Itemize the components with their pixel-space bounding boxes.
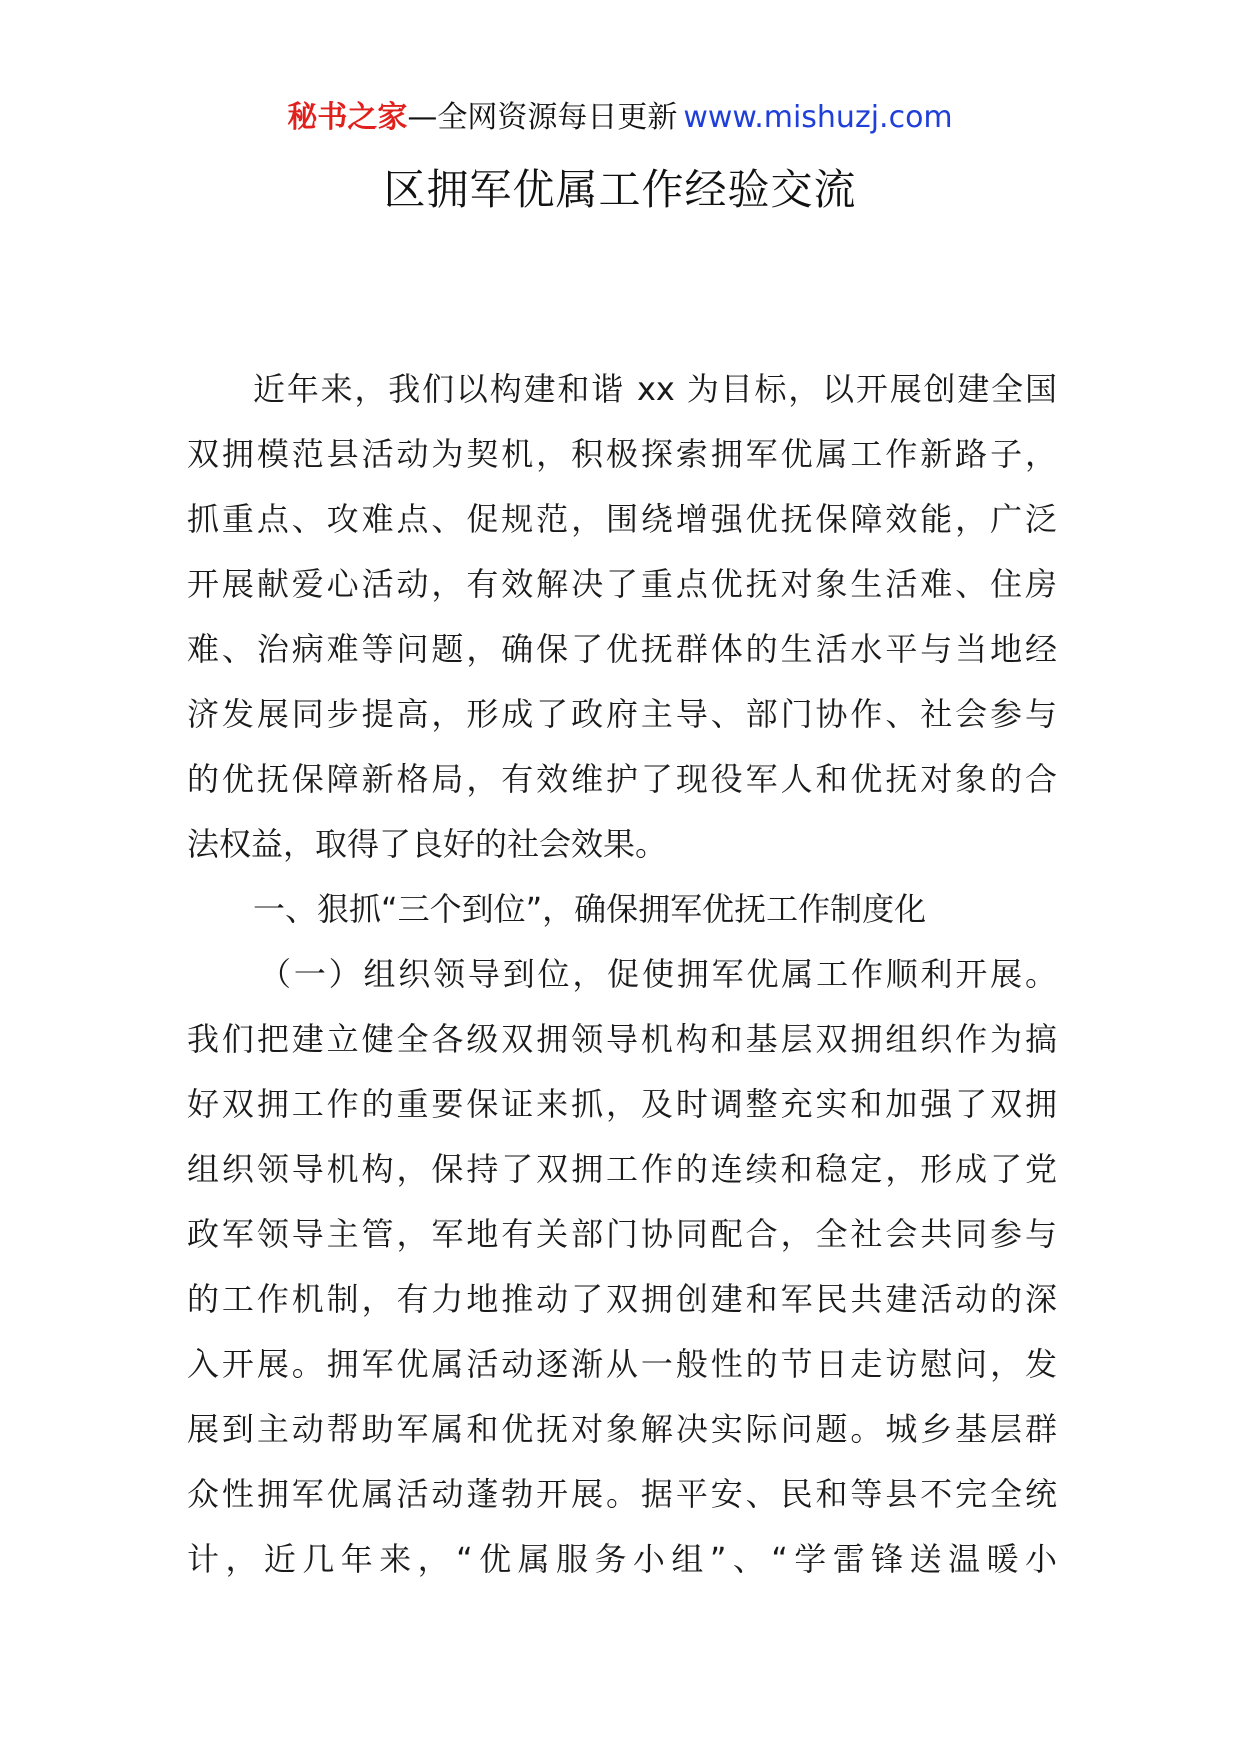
- paragraph-line: 的工作机制，有力地推动了双拥创建和军民共建活动的深: [187, 1280, 1057, 1318]
- paragraph-line: 众性拥军优属活动蓬勃开展。据平安、民和等县不完全统: [187, 1475, 1057, 1513]
- paragraph-line: 政军领导主管，军地有关部门协同配合，全社会共同参与: [187, 1215, 1057, 1253]
- document-body: [187, 357, 1057, 1592]
- site-tagline: —全网资源每日更新: [407, 100, 678, 135]
- paragraph-line: 我们把建立健全各级双拥领导机构和基层双拥组织作为搞: [187, 1020, 1057, 1058]
- paragraph-line: 法权益，取得了良好的社会效果。: [187, 825, 668, 863]
- document-title: 区拥军优属工作经验交流: [383, 165, 857, 214]
- paragraph-line: 双拥模范县活动为契机，积极探索拥军优属工作新路子，: [187, 435, 1057, 473]
- paragraph-line: 的优抚保障新格局，有效维护了现役军人和优抚对象的合: [187, 760, 1057, 798]
- subsection-heading: （一）组织领导到位，促使拥军优属工作顺利开展。: [259, 955, 1057, 993]
- paragraph-line: 近年来，我们以构建和谐 xx 为目标，以开展创建全国: [253, 370, 1057, 408]
- paragraph-line: 难、治病难等问题，确保了优抚群体的生活水平与当地经: [187, 630, 1057, 668]
- section-heading: 一、狠抓“三个到位”，确保拥军优抚工作制度化: [253, 890, 927, 928]
- paragraph-line: 济发展同步提高，形成了政府主导、部门协作、社会参与: [187, 695, 1057, 733]
- site-url-link[interactable]: www.mishuzj.com: [683, 100, 953, 135]
- site-header: [0, 98, 1240, 138]
- paragraph-line: 抓重点、攻难点、促规范，围绕增强优抚保障效能，广泛: [187, 500, 1057, 538]
- paragraph-line: 计，近几年来，“优属服务小组”、“学雷锋送温暖小: [187, 1540, 1057, 1578]
- site-brand: 秘书之家: [287, 100, 408, 135]
- paragraph-line: 开展献爱心活动，有效解决了重点优抚对象生活难、住房: [187, 565, 1057, 603]
- paragraph-line: 组织领导机构，保持了双拥工作的连续和稳定，形成了党: [187, 1150, 1057, 1188]
- paragraph-line: 好双拥工作的重要保证来抓，及时调整充实和加强了双拥: [187, 1085, 1057, 1123]
- paragraph-line: 入开展。拥军优属活动逐渐从一般性的节日走访慰问，发: [187, 1345, 1057, 1383]
- paragraph-line: 展到主动帮助军属和优抚对象解决实际问题。城乡基层群: [187, 1410, 1057, 1448]
